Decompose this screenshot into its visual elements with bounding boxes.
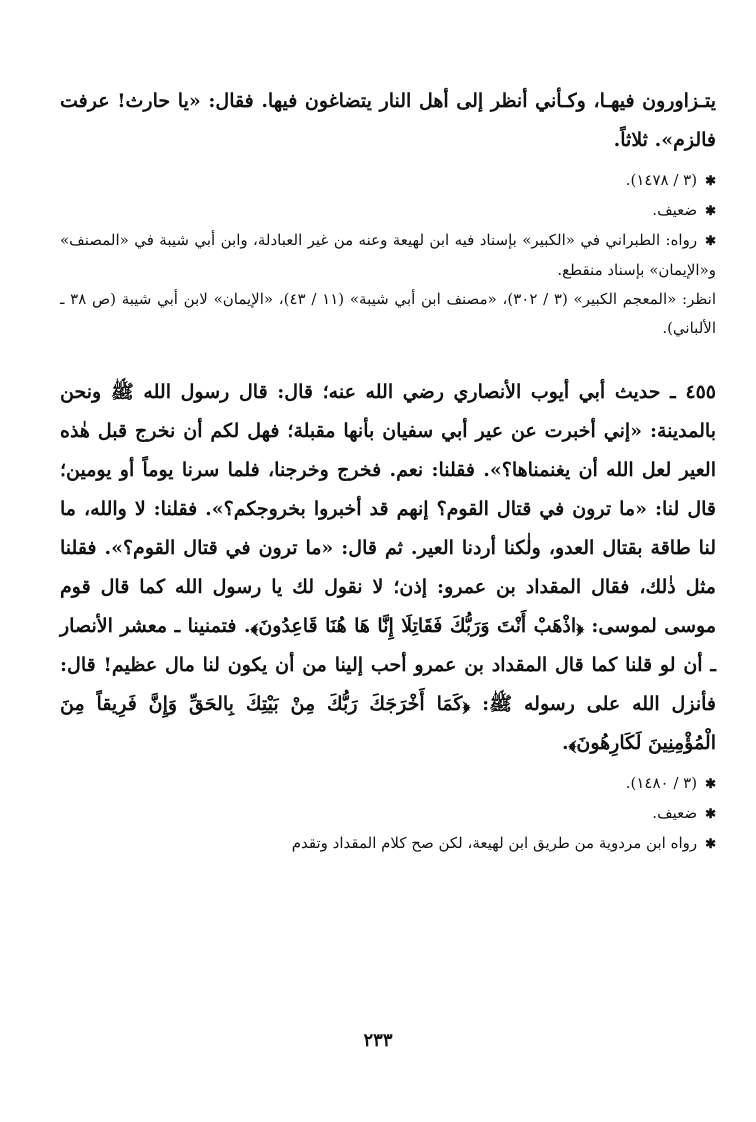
hadith-455-paragraph [60, 373, 716, 763]
quran-verse-1: ﴿اذْهَبْ أَنْتَ وَرَبُّكَ فَقَاتِلَا إِنَّا هَا هُنَا قَاعِدُونَ﴾ [250, 615, 584, 637]
narration-455: ✱ رواه ابن مردوية من طريق ابن لهيعة، لكن صح كلام المقداد وتقدم [60, 829, 716, 859]
hadith-number: ٤٥٥ ـ [670, 381, 717, 403]
narration-454: ✱ رواه: الطبراني في «الكبير» بإسناد فيه ابن لهيعة وعنه من غير العبادلة، وابن أبي شيبة في «المصنف» و«الإيمان» بإسناد منقطع. [60, 226, 716, 285]
hadith-text-end: . [561, 732, 569, 754]
reference-455: ✱ (٣ / ١٤٨٠). [60, 769, 716, 799]
see-also-454: انظر: «المعجم الكبير» (٣ / ٣٠٢)، «مصنف ابن أبي شيبة» (١١ / ٤٣)، «الإيمان» لابن أبي شيبة (ص ٣٨ ـ الألباني). [60, 290, 717, 337]
quran-verse-2: ﴿كَمَا أَخْرَجَكَ رَبُّكَ مِنْ بَيْتِكَ بِالحَقِّ وَإِنَّ فَرِيقاً مِنَ الْمُؤْمِنِينَ لَكَارِهُونَ﴾ [60, 693, 716, 754]
page-number: ٢٣٣ [363, 1030, 393, 1051]
hadith-text-part2: . فتمنينا ـ معشر الأنصار ـ أن لو قلنا كما قال المقداد بن عمرو أحب إلينا من أن يكون لنا مال عظيم! قال: فأنزل الله على رسوله ﷺ: [60, 615, 716, 715]
continuation-paragraph: يتـزاورون فيهـا، وكـأني أنظر إلى أهل النار يتضاغون فيها. فقال: «يا حارث! عرفت فالزم». ثلاثاً. [60, 90, 716, 151]
grade-455: ✱ ضعيف. [60, 799, 716, 829]
grade-454: ✱ ضعيف. [60, 196, 716, 226]
hadith-text-part1: حديث أبي أيوب الأنصاري رضي الله عنه؛ قال: قال رسول الله ﷺ ونحن بالمدينة: «إني أخبرت عن عير أبي سفيان بأنها مقبلة؛ فهل لكم أن نخرج قبل هٰذه العير لعل الله أن يغنمناها؟». فقلنا: نعم. فخرج وخرجنا، فلما سرنا يوماً أو يومين؛ قال لنا: «ما ترون في قتال القوم؟ إنهم قد أخبروا بخروجكم؟». فقلنا: لا والله، ما لنا طاقة بقتال العدو، ولٰكنا أردنا العير. ثم قال: «ما ترون في قتال القوم؟». فقلنا مثل ذٰلك، فقال المقداد بن عمرو: إذن؛ لا نقول لك يا رسول الله كما قال قوم موسى لموسى: [60, 381, 716, 637]
page-body [60, 82, 716, 859]
reference-454: ✱ (٣ / ١٤٧٨). [60, 166, 716, 196]
